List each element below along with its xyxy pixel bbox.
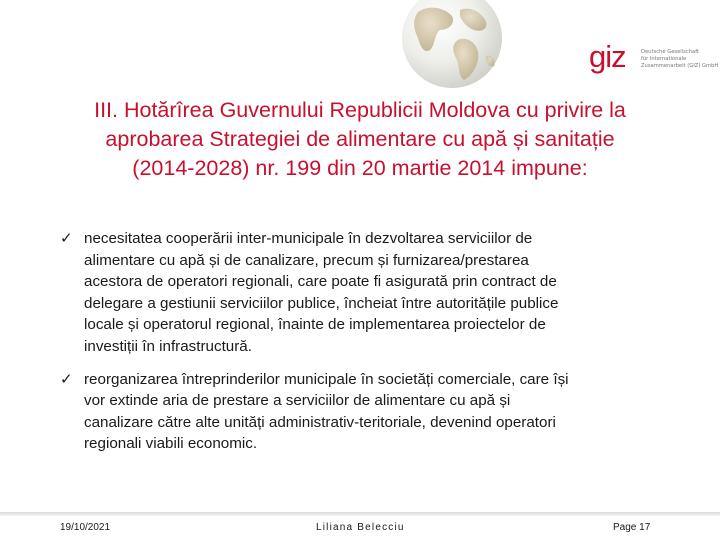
bullet-text <box>84 369 680 455</box>
bullet-item <box>60 228 680 358</box>
footer-author: Liliana Belecciu <box>316 522 405 533</box>
globe-image <box>400 0 510 96</box>
giz-logo-text-line: Zusammenarbeit (GIZ) GmbH <box>641 63 719 69</box>
bullet-line: vor extinde aria de prestare a serviciilor de alimentare cu apă și <box>84 392 511 410</box>
bullet-line: delegare a gestiunii serviciilor publice, încheiat între autoritățile publice <box>84 294 559 312</box>
footer-page-number: Page 17 <box>613 522 651 533</box>
checkmark-icon: ✓ <box>60 369 73 388</box>
bullet-item <box>60 369 680 455</box>
giz-logo-text <box>641 49 719 70</box>
checkmark-icon: ✓ <box>60 229 73 247</box>
bullet-line: acestora de operatori regionali, care poate fi asigurată prin contract de <box>84 273 557 291</box>
giz-logo-text-line: Deutsche Gesellschaft <box>641 49 699 55</box>
slide-title <box>40 96 680 183</box>
footer-divider <box>0 512 720 516</box>
giz-logo <box>589 39 719 77</box>
giz-logo-text-line: für Internationale <box>641 56 687 62</box>
bullet-line: locale și operatorul regional, înainte de implementarea proiectelor de <box>84 316 546 334</box>
bullet-line: alimentare cu apă și de canalizare, precum și furnizarea/prestarea <box>84 251 529 269</box>
bullet-line: investiții în infrastructură. <box>84 337 252 355</box>
bullet-line: canalizare către alte unități administrativ-teritoriale, devenind operatori <box>84 413 556 431</box>
slide-title-line: (2014-2028) nr. 199 din 20 martie 2014 impune: <box>132 156 588 180</box>
giz-logo-mark: giz <box>589 39 626 74</box>
bullet-text <box>84 228 680 358</box>
slide-title-line: III. Hotărîrea Guvernului Republicii Moldova cu privire la <box>94 98 626 122</box>
bullet-list <box>60 228 680 455</box>
bullet-line: necesitatea cooperării inter-municipale în dezvoltarea serviciilor de <box>84 230 533 247</box>
bullet-line: regionali viabili economic. <box>84 435 258 453</box>
footer-date: 19/10/2021 <box>60 522 111 533</box>
slide-title-line: aprobarea Strategiei de alimentare cu apă și sanitație <box>105 127 615 151</box>
bullet-line: reorganizarea întreprinderilor municipale în societăți comerciale, care își <box>84 370 569 388</box>
